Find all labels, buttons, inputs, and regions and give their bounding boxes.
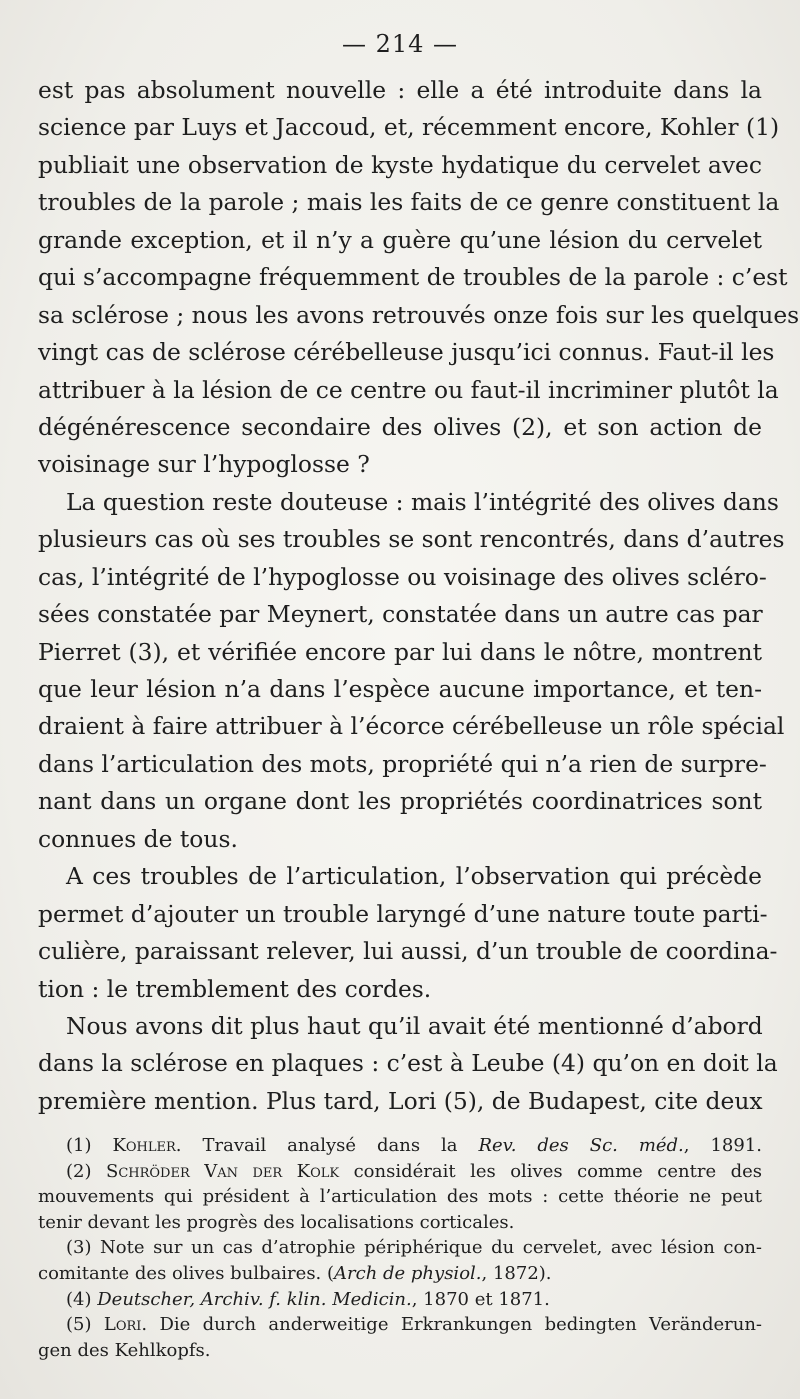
footnote-journal: Rev. des Sc. méd. [478,1135,684,1156]
text-line: sa sclérose ; nous les avons retrouvés onze fois sur les quelques [38,300,800,329]
text-line: Pierret (3), et vérifiée encore par lui dans le nôtre, montrent [38,637,762,666]
footnote-number: (1) [66,1135,92,1156]
text-line: Nous avons dit plus haut qu’il avait été mentionné d’abord [66,1011,763,1040]
page-number: — 214 — [341,30,459,58]
text-line: A ces troubles de l’articulation, l’observation qui précède [66,862,762,891]
footnote-2 [38,1159,762,1185]
footnote-5-continued: gen des Kehlkopfs. [38,1339,211,1361]
footnote-text: considérait les olives comme centre des [339,1160,762,1182]
footnote-3-continued [38,1261,762,1287]
text-line: La question reste douteuse : mais l’intégrité des olives dans [66,487,779,516]
footnote-author: Schröder Van der Kolk [105,1160,340,1182]
text-line: première mention. Plus tard, Lori (5), de Budapest, cite deux [38,1086,763,1115]
text-line: voisinage sur l’hypoglosse ? [38,450,370,479]
body-text [38,72,800,1120]
footnote-3: (3) Note sur un cas d’atrophie périphérique du cervelet, avec lésion con- [66,1237,762,1259]
text-line: est pas absolument nouvelle : elle a été introduite dans la [38,76,762,104]
footnote-text: , 1870 et 1871. [411,1288,550,1310]
footnote-text: Travail analysé dans la [181,1135,479,1156]
text-line: culière, paraissant relever, lui aussi, d’un trouble de coordina- [38,937,778,966]
footnote-2-continued: tenir devant les progrès des localisations corticales. [38,1211,515,1233]
text-line: dans l’articulation des mots, propriété qui n’a rien de surpre- [38,749,767,778]
footnote-text: Die durch anderweitige Erkrankungen bedingten Veränderun- [147,1314,762,1336]
text-line: permet d’ajouter un trouble laryngé d’une nature toute parti- [38,899,768,928]
text-line: publiait une observation de kyste hydatique du cervelet avec [38,150,762,179]
text-line: grande exception, et il n’y a guère qu’une lésion du cervelet [38,225,762,254]
footnotes [38,1133,762,1363]
text-line: attribuer à la lésion de ce centre ou faut-il incriminer plutôt la [38,375,779,404]
text-line: dégénérescence secondaire des olives (2), et son action de [38,412,762,441]
text-line: plusieurs cas où ses troubles se sont rencontrés, dans d’autres [38,525,785,554]
text-line: tion : le tremblement des cordes. [38,974,432,1003]
footnote-text: , 1872). [481,1262,552,1284]
footnote-text: comitante des olives bulbaires. ( [38,1262,335,1284]
footnote-author: Lori. [103,1314,148,1336]
footnote-5 [38,1312,762,1338]
footnote-text: , 1891. [683,1135,762,1156]
text-line: science par Luys et Jaccoud, et, récemment encore, Kohler (1) [38,113,780,142]
text-line: dans la sclérose en plaques : c’est à Leube (4) qu’on en doit la [38,1049,778,1078]
text-line: vingt cas de sclérose cérébelleuse jusqu’ici connus. Faut-il les [38,338,775,367]
footnote-1 [38,1133,762,1159]
footnote-2-continued: mouvements qui président à l’articulation des mots : cette théorie ne peut [38,1186,762,1208]
text-line: nant dans un organe dont les propriétés coordinatrices sont [38,787,762,816]
footnote-4 [38,1287,762,1313]
text-line: sées constatée par Meynert, constatée dans un autre cas par [38,600,763,629]
text-line: qui s’accompagne fréquemment de troubles de la parole : c’est [38,263,788,292]
text-line: cas, l’intégrité de l’hypoglosse ou voisinage des olives scléro- [38,562,767,591]
text-line: draient à faire attribuer à l’écorce cérébelleuse un rôle spécial [38,712,785,741]
footnote-number: (2) [66,1160,92,1182]
text-line: troubles de la parole ; mais les faits de ce genre constituent la [38,188,780,217]
footnote-number: (4) [66,1288,92,1310]
footnote-number: (5) [66,1314,92,1336]
text-line: connues de tous. [38,824,238,853]
footnote-journal: Deutscher, Archiv. f. klin. Medicin. [97,1288,412,1310]
footnote-journal: Arch de physiol. [334,1262,482,1284]
text-line: que leur lésion n’a dans l’espèce aucune importance, et ten- [38,675,762,703]
footnote-author: Kohler. [112,1135,182,1156]
